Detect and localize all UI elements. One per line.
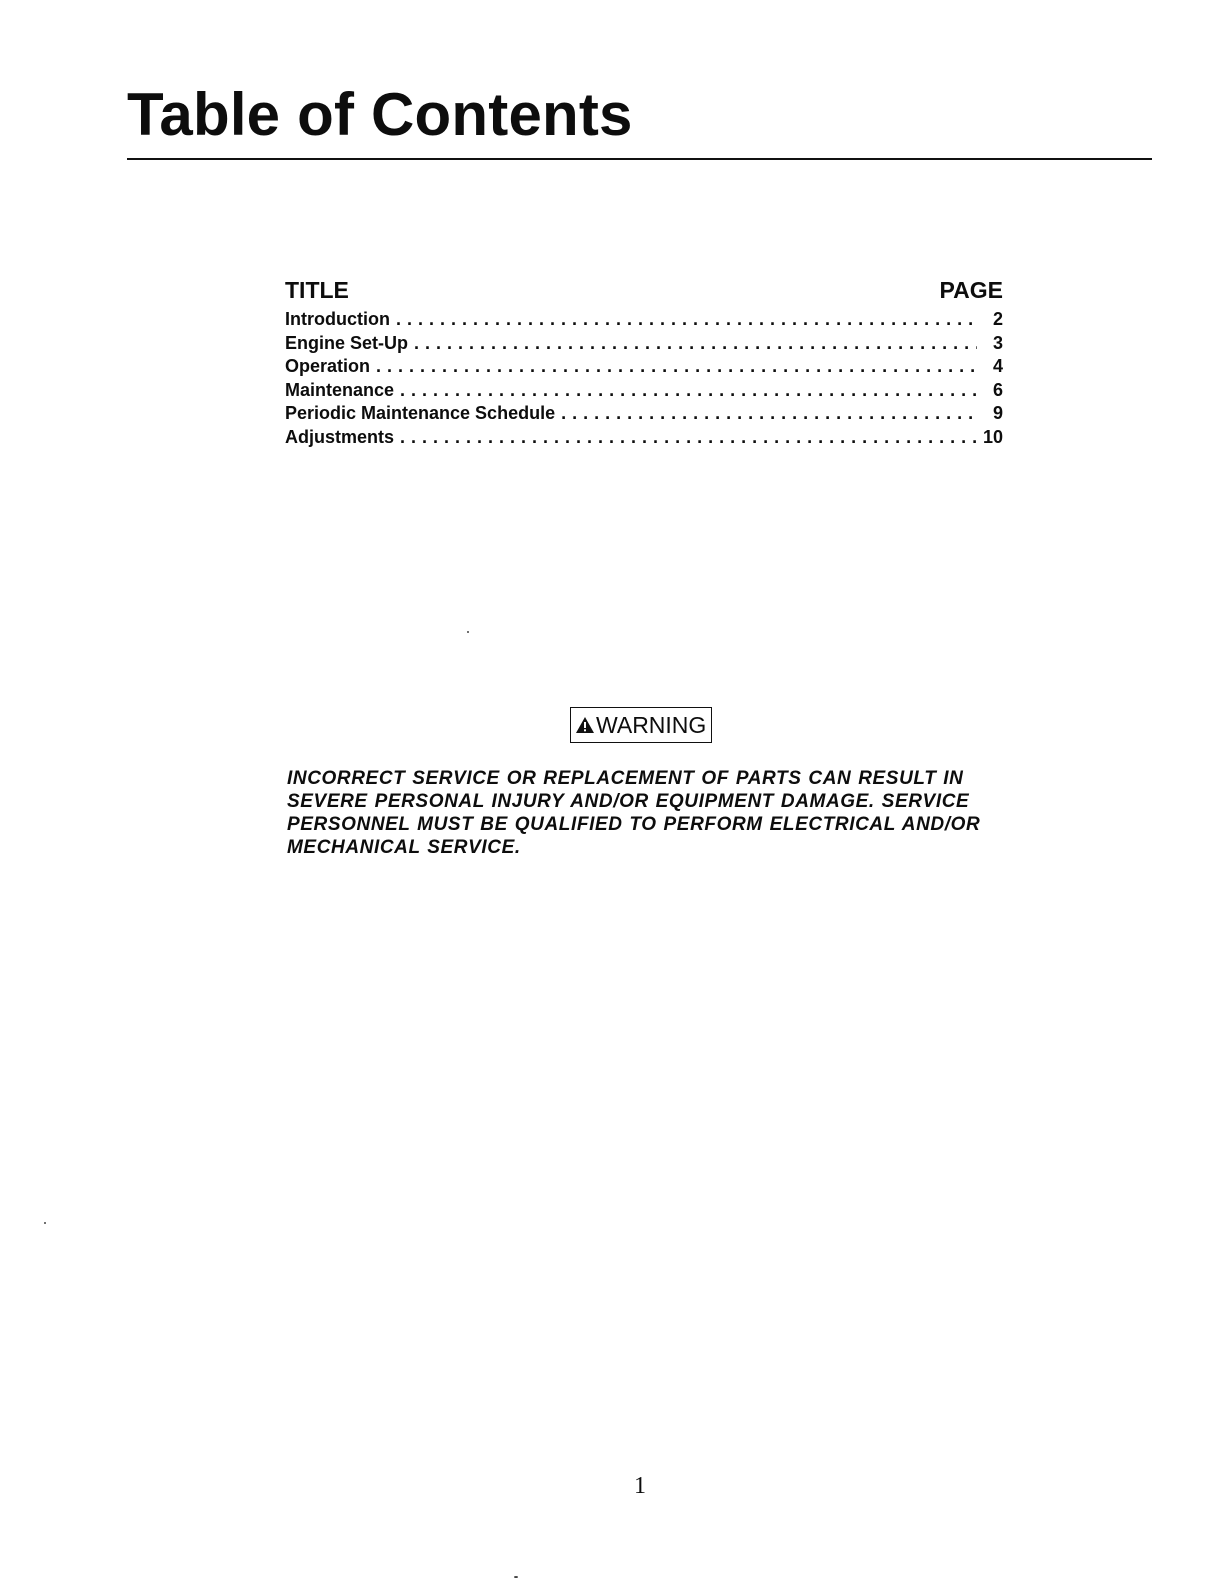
toc-entry-label: Introduction — [285, 309, 390, 329]
scan-speck — [514, 1576, 518, 1578]
toc-entry-page: 9 — [992, 403, 1003, 423]
table-of-contents — [285, 276, 1003, 449]
toc-entry-introduction[interactable] — [285, 308, 1003, 332]
toc-dot-leader — [400, 379, 977, 403]
toc-header-page: PAGE — [939, 277, 1003, 303]
title-divider — [127, 158, 1152, 160]
toc-entry-adjustments[interactable] — [285, 426, 1003, 450]
toc-entry-label: Maintenance — [285, 379, 395, 400]
scan-speck — [467, 631, 469, 633]
warning-label: WARNING — [596, 712, 707, 738]
toc-entry-label: Adjustments — [285, 426, 395, 447]
toc-entry-label: Operation — [285, 356, 371, 376]
toc-entry-label: Periodic Maintenance Schedule — [285, 403, 556, 423]
toc-dot-leader — [376, 355, 977, 379]
warning-triangle-icon — [575, 716, 595, 734]
page-number: 1 — [634, 1473, 646, 1499]
toc-header — [285, 276, 1003, 304]
toc-entry-engine-set-up[interactable] — [285, 332, 1003, 356]
toc-entry-maintenance[interactable] — [285, 379, 1003, 403]
toc-entry-label: Engine Set-Up — [285, 332, 409, 353]
toc-dot-leader — [396, 308, 977, 332]
toc-dot-leader — [414, 332, 977, 356]
toc-entry-page: 6 — [992, 379, 1003, 400]
toc-entry-page: 2 — [992, 309, 1003, 329]
toc-dot-leader — [400, 426, 977, 450]
toc-entry-page: 4 — [992, 356, 1003, 376]
warning-label-box — [570, 707, 712, 743]
toc-entry-periodic-maintenance-schedule[interactable] — [285, 402, 1003, 426]
toc-entry-page: 10 — [982, 426, 1003, 447]
toc-entry-operation[interactable] — [285, 355, 1003, 379]
page-title: Table of Contents — [127, 81, 633, 148]
toc-dot-leader — [561, 402, 977, 426]
warning-message: INCORRECT SERVICE OR REPLACEMENT OF PARTS CAN RESULT IN SEVERE PERSONAL INJURY AND/OR EQUIPMENT DAMAGE. SERVICE PERSONNEL MUST BE QUALIFIED TO PERFORM ELECTRICAL AND/OR MECHANICAL SERVICE. — [287, 768, 981, 858]
scan-speck — [44, 1222, 46, 1224]
toc-entry-page: 3 — [992, 332, 1003, 353]
toc-header-title: TITLE — [285, 277, 349, 303]
